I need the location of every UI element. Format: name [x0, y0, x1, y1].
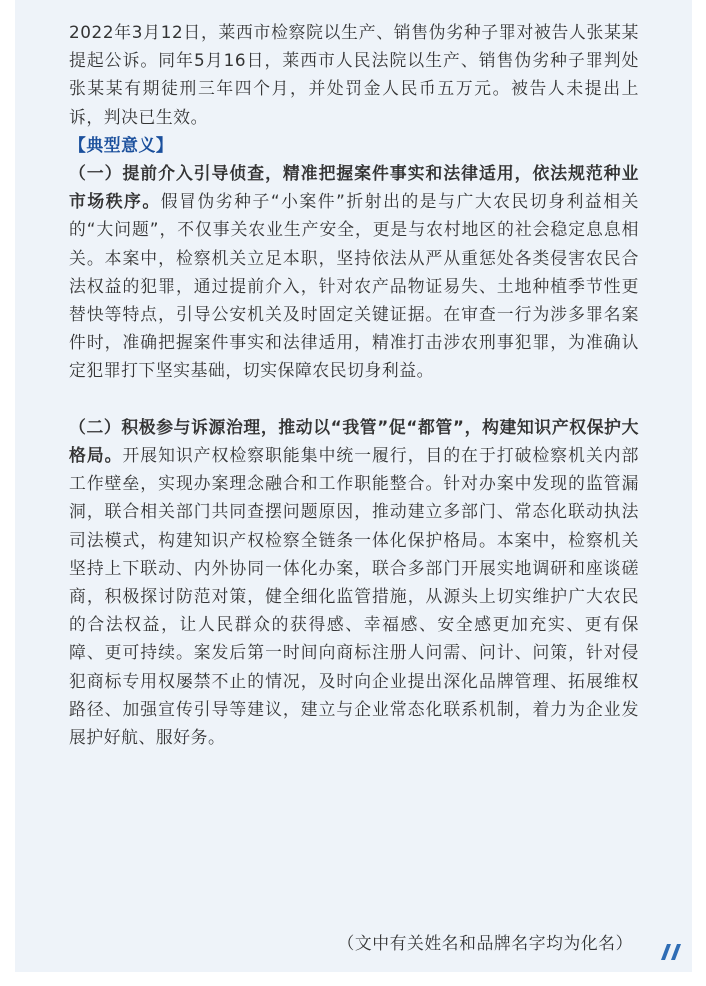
footnote: （文中有关姓名和品牌名字均为化名） [337, 933, 633, 953]
section-title: 【典型意义】 [69, 134, 174, 155]
point-2-paragraph [69, 413, 639, 751]
point-2-body: 开展知识产权检察职能集中统一履行，目的在于打破检察机关内部工作壁垒，实现办案理念融合和工作职能整合。针对办案中发现的监管漏洞，联合相关部门共同查摆问题原因，推动建立多部门、常态化联动执法司法模式，构建知识产权检察全链条一体化保护格局。本案中，检察机关坚持上下联动、内外协同一体化办案，联合多部门开展实地调研和座谈磋商，积极探讨防范对策，健全细化监管措施，从源头上切实维护广大农民的合法权益，让人民群众的获得感、幸福感、安全感更加充实、更有保障、更可持续。案发后第一时间向商标注册人问需、问计、问策，针对侵犯商标专用权屡禁不止的情况，及时向企业提出深化品牌管理、拓展维权路径、加强宣传引导等建议，建立与企业常态化联系机制，着力为企业发展护好航、服好务。 [69, 445, 639, 748]
paragraph-gap [69, 385, 639, 413]
point-1-paragraph [69, 159, 639, 385]
point-1-body: 假冒伪劣种子“小案件”折射出的是与广大农民切身利益相关的“大问题”，不仅事关农业生产安全，更是与农村地区的社会稳定息息相关。本案中，检察机关立足本职，坚持依法从严从重惩处各类侵害农民合法权益的犯罪，通过提前介入，针对农产品物证易失、土地种植季节性更替快等特点，引导公安机关及时固定关键证据。在审查一行为涉多罪名案件时，准确把握案件事实和法律适用，精准打击涉农刑事犯罪，为准确认定犯罪打下坚实基础，切实保障农民切身利益。 [69, 191, 639, 381]
point-2-heading: （二）积极参与诉源治理，推动以“我管”促“都管”，构建知识产权保护大格局。 [69, 416, 639, 466]
case-paragraph: 2022年3月12日，莱西市检察院以生产、销售伪劣种子罪对被告人张某某提起公诉。同年5月16日，莱西市人民法院以生产、销售伪劣种子罪判处张某某有期徒刑三年四个月，并处罚金人民币五万元。被告人未提出上诉，判决已生效。 [69, 22, 639, 127]
point-1-heading: （一）提前介入引导侦查，精准把握案件事实和法律适用，依法规范种业市场秩序。 [69, 163, 639, 212]
double-slash-end-mark-icon [661, 944, 685, 960]
article-body [69, 18, 639, 751]
